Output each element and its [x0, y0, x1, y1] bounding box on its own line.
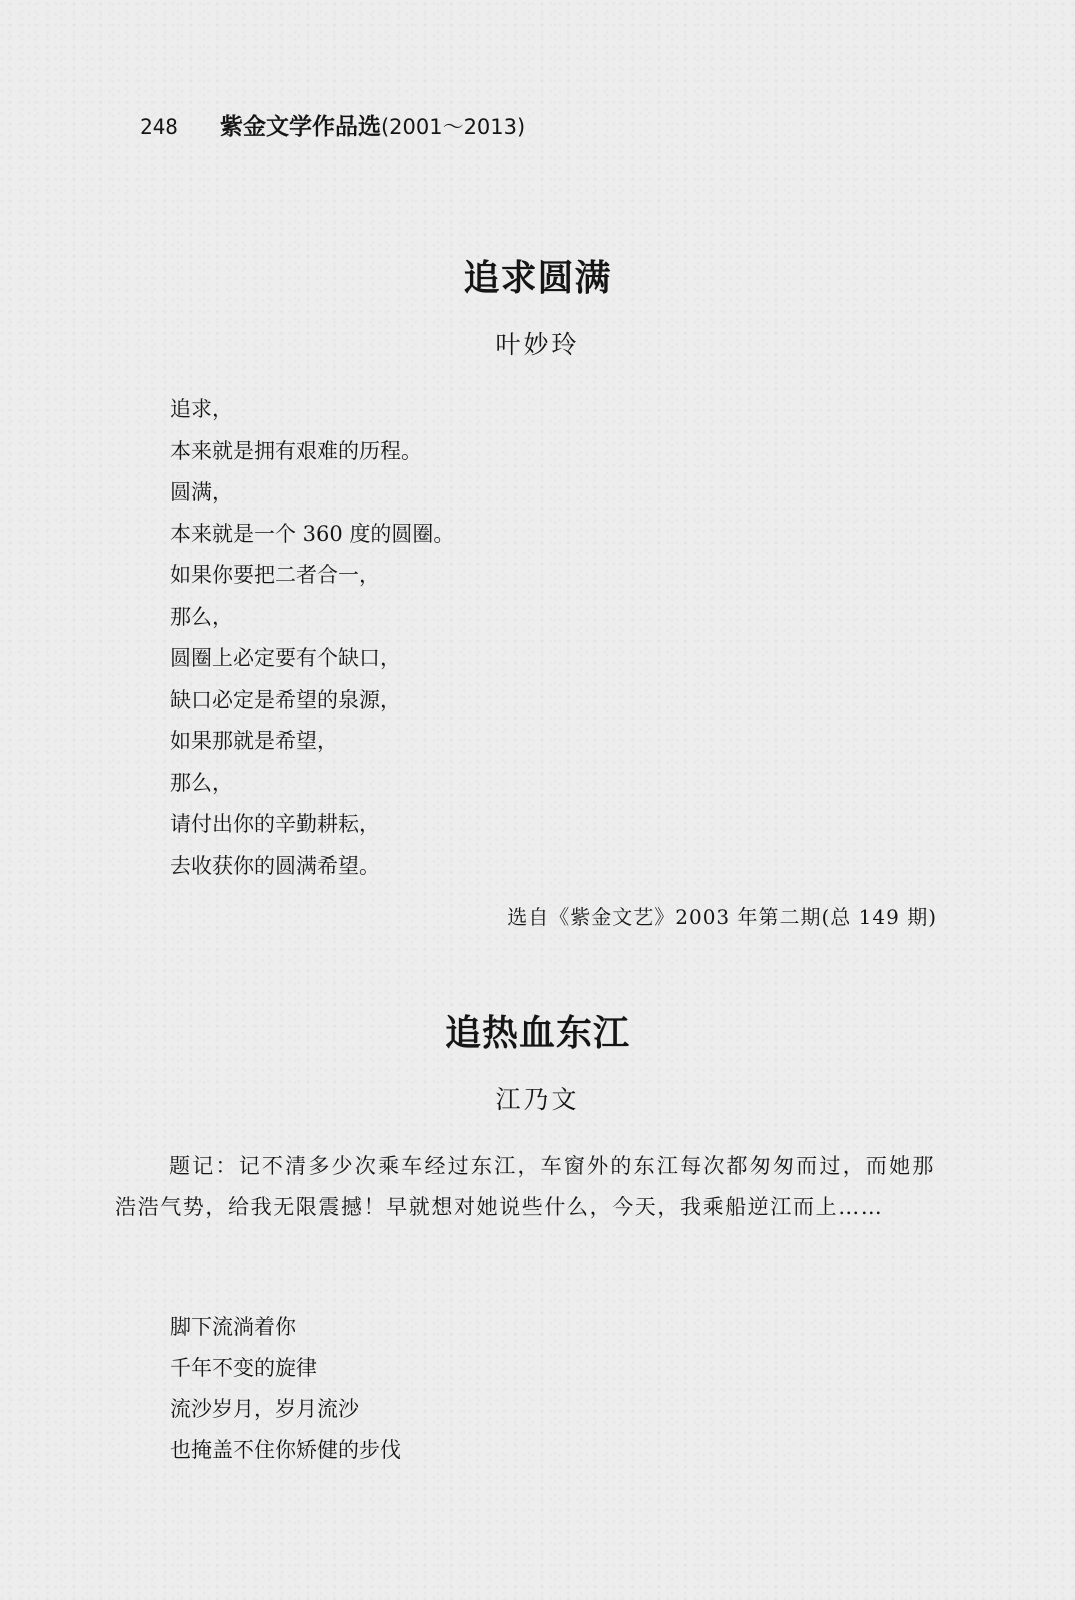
- poem-line: 那么，: [170, 604, 233, 629]
- poem1-lines: [170, 389, 454, 887]
- poem-line: 也掩盖不住你矫健的步伐: [170, 1438, 401, 1462]
- poem2-title: 追热血东江: [444, 1013, 630, 1054]
- poem-line: 千年不变的旋律: [170, 1356, 317, 1380]
- book-title: 紫金文学作品选: [219, 114, 381, 140]
- poem2-author: 江乃文: [495, 1085, 580, 1114]
- poem-line: 去收获你的圆满希望。: [170, 853, 380, 878]
- book-years: (2001～2013): [380, 115, 526, 139]
- poem-line: 如果那就是希望，: [170, 729, 338, 753]
- poem1-author: 叶妙玲: [495, 330, 580, 359]
- poem2-lines: [170, 1307, 401, 1471]
- running-header: [140, 108, 525, 141]
- poem-line: 圆圈上必定要有个缺口，: [170, 646, 401, 670]
- page-number: 248: [140, 115, 178, 139]
- poem-line: 本来就是一个 360 度的圆圈。: [170, 521, 455, 546]
- poem-line: 流沙岁月，岁月流沙: [170, 1397, 359, 1421]
- poem-line: 脚下流淌着你: [170, 1315, 296, 1339]
- poem-line: 请付出你的辛勤耕耘，: [170, 812, 380, 836]
- poem-line: 追求，: [170, 397, 233, 421]
- poem-line: 本来就是拥有艰难的历程。: [170, 438, 422, 463]
- poem-line: 圆满，: [170, 480, 233, 504]
- poem2-preface: 题记：记不清多少次乘车经过东江，车窗外的东江每次都匆匆而过，而她那浩浩气势，给我无限震撼！早就想对她说些什么，今天，我乘船逆江而上……: [115, 1154, 935, 1219]
- poem1-source: 选自《紫金文艺》2003 年第二期(总 149 期): [507, 905, 937, 929]
- poem1-title: 追求圆满: [463, 258, 612, 299]
- poem-line: 那么，: [170, 770, 233, 795]
- poem-line: 缺口必定是希望的泉源，: [170, 687, 401, 712]
- poem-line: 如果你要把二者合一，: [170, 563, 380, 587]
